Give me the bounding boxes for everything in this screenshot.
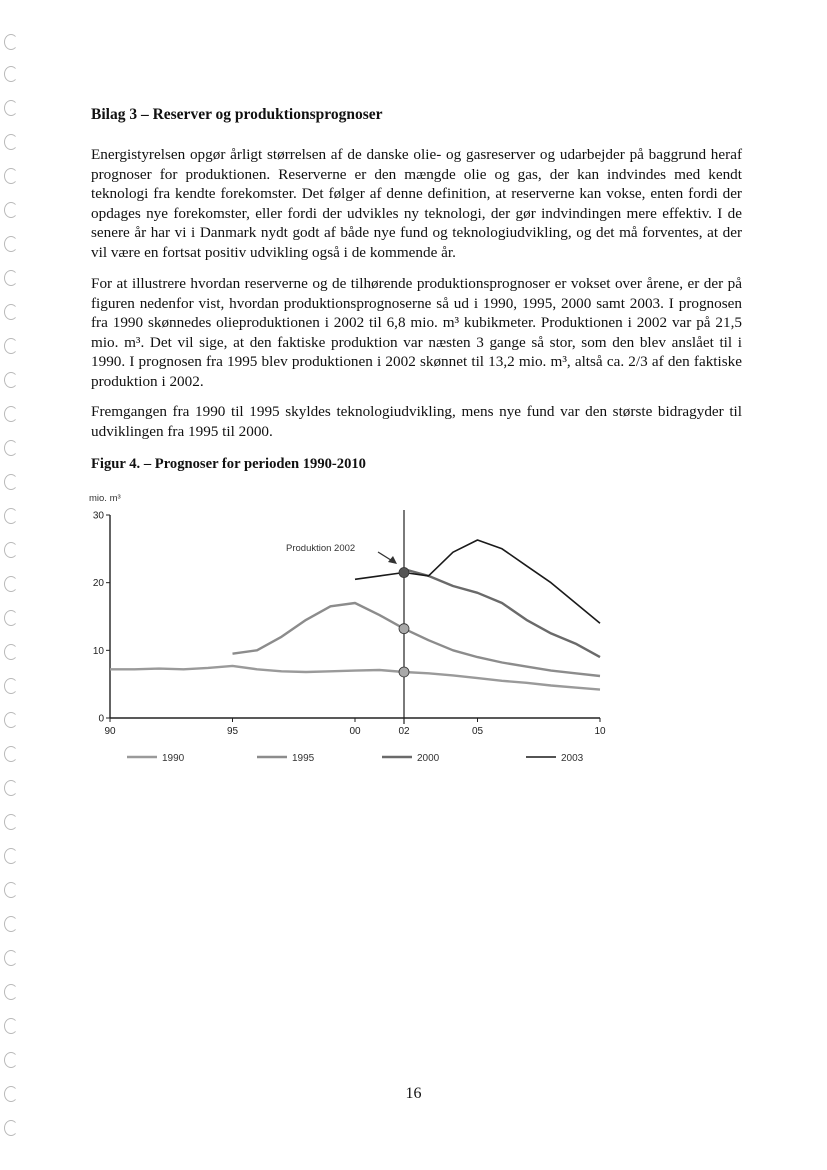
x-tick-label: 90 [104,726,116,737]
binder-hole [4,66,18,82]
binder-hole [4,100,18,116]
paragraph-reserves-intro: Energistyrelsen opgør årligt størrelsen af de danske olie- og gasreserver og udarbejder på baggrund heraf prognoser for produktionen. Reserverne er den mængde olie og gas, der kan indvindes med kendt teknologi fra kendte forekomster. Det følger af denne definition, at reserverne kan vokse, enten fordi der opdages nye forekomster, eller fordi der udvikles ny teknologi, der gør indvindingen mere effektiv. I de senere år har vi i Danmark nydt godt af både nye fund og teknologiudvikling, og det må forventes, at der vil være en fortsat positiv udvikling også i de kommende år. [91,146,742,261]
x-tick-label: 02 [398,726,410,737]
x-tick-label: 95 [226,726,239,737]
binder-hole [4,440,18,456]
annotation-arrowhead [388,556,397,564]
series-line-1990 [110,666,600,690]
binder-hole [4,678,18,694]
legend-label-2003: 2003 [561,753,584,764]
binder-hole [4,304,18,320]
binder-holes [0,0,20,1170]
series-line-2003 [355,540,600,623]
legend-label-1990: 1990 [162,753,185,764]
binder-hole [4,1120,18,1136]
binder-hole [4,712,18,728]
page-number: 16 [405,1085,422,1102]
binder-hole [4,882,18,898]
legend [127,753,584,764]
binder-hole [4,270,18,286]
binder-hole [4,474,18,490]
legend-label-2000: 2000 [417,753,440,764]
figure-caption: Figur 4. – Prognoser for perioden 1990-2010 [91,456,366,472]
binder-hole [4,406,18,422]
series-lines [110,540,600,690]
binder-hole [4,508,18,524]
series-line-2000 [404,569,600,657]
binder-hole [4,780,18,796]
production-annotation [286,543,397,564]
x-tick-label: 10 [594,726,606,737]
binder-hole [4,916,18,932]
binder-hole [4,34,18,50]
paragraph-progress: Fremgangen fra 1990 til 1995 skyldes teknologiudvikling, mens nye fund var den største bidragyder til udviklingen fra 1995 til 2000. [91,403,742,440]
binder-hole [4,848,18,864]
y-tick-label: 30 [92,510,104,522]
binder-hole [4,1018,18,1034]
series-line-1995 [233,603,601,676]
production-marker [399,624,409,634]
y-axis-unit-label: mio. m³ [89,493,121,504]
y-tick-label: 20 [92,578,104,590]
x-tick-label: 05 [471,726,484,737]
page-heading: Bilag 3 – Reserver og produktionsprognoser [91,106,383,123]
x-ticks [104,718,606,737]
binder-hole [4,202,18,218]
binder-hole [4,338,18,354]
y-tick-label: 10 [92,645,104,657]
binder-hole [4,984,18,1000]
production-marker [399,568,409,578]
binder-hole [4,610,18,626]
y-ticks [93,511,110,725]
binder-hole [4,814,18,830]
paragraph-prognoses: For at illustrere hvordan reserverne og de tilhørende produktionsprognoser er vokset over årene, er der på figuren nedenfor vist, hvordan produktionsprognoserne så ud i 1990, 1995, 2000 samt 2003. I prognosen fra 1990 skønnedes olieproduktionen i 2002 til 6,8 mio. m³ kubikmeter. Produktionen i 2002 var på 21,5 mio. m³. Det vil sige, at den faktiske produktion var næsten 3 gange så stor, som den blev anslået til i 1990. I prognosen fra 1995 blev produktionen i 2002 skønnet til 13,2 mio. m³, altså ca. 2/3 af den faktiske produktion i 2002. [91,275,742,390]
x-tick-label: 00 [349,726,361,737]
binder-hole [4,950,18,966]
y-tick-label: 0 [98,713,104,725]
binder-hole [4,236,18,252]
binder-hole [4,372,18,388]
binder-hole [4,168,18,184]
legend-label-1995: 1995 [292,753,315,764]
binder-hole [4,644,18,660]
annotation-produktion-2002: Produktion 2002 [286,543,356,554]
binder-hole [4,134,18,150]
binder-hole [4,746,18,762]
production-marker [399,667,409,677]
binder-hole [4,576,18,592]
binder-hole [4,542,18,558]
prognosis-chart [80,488,620,778]
binder-hole [4,1052,18,1068]
